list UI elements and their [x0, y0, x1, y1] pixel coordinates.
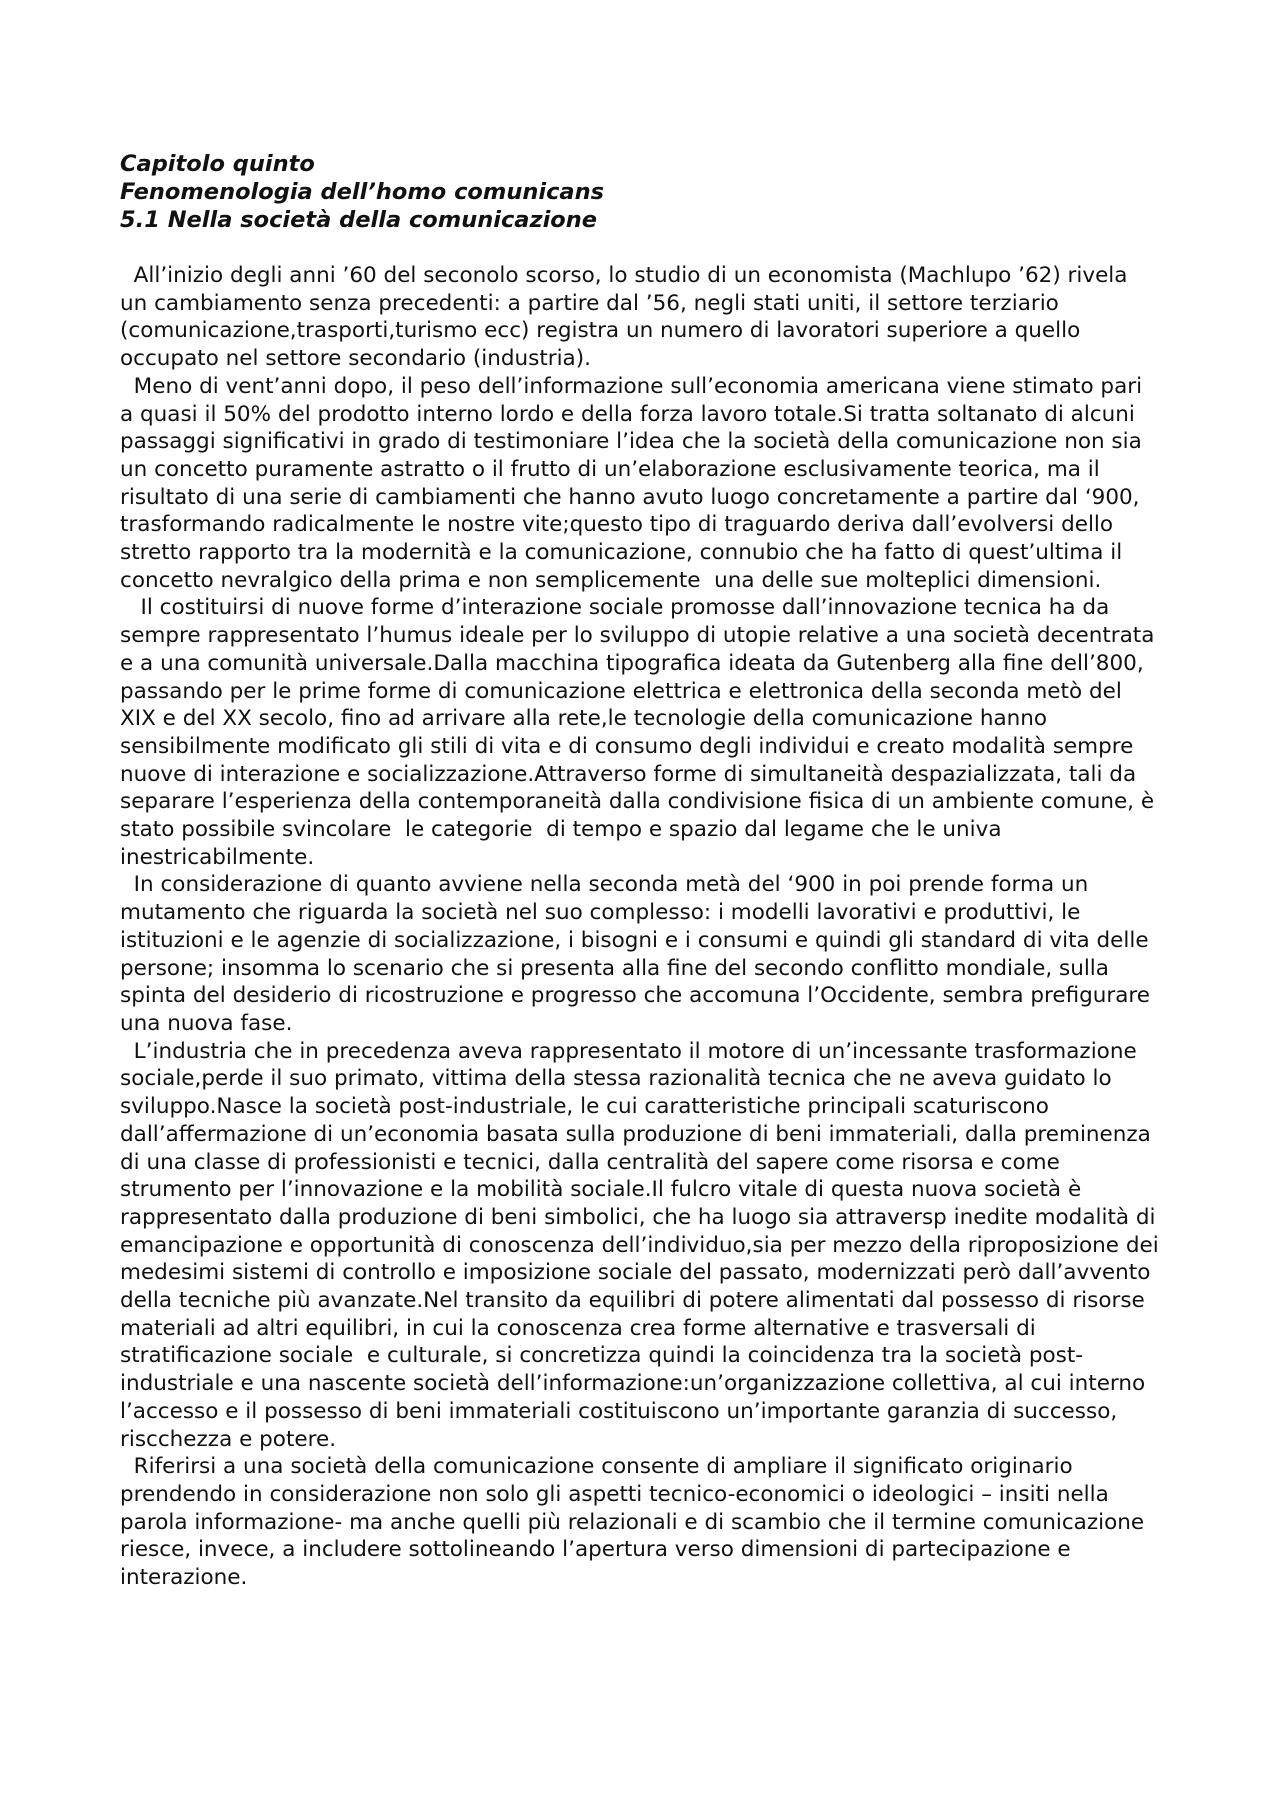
paragraph: Riferirsi a una società della comunicazione consente di ampliare il significato originario prendendo in considerazione non solo gli aspetti tecnico-economici o ideologici – insiti nella parola informazione- ma anche quelli più relazionali e di scambio che il termine comunicazione riesce, invece, a includere sottolineando l’apertura verso dimensioni di partecipazione e interazione. — [120, 1454, 1151, 1591]
chapter-title: Capitolo quinto — [120, 151, 315, 177]
section-title: 5.1 Nella società della comunicazione — [120, 207, 598, 233]
chapter-subtitle: Fenomenologia dell’homo comunicans — [120, 179, 605, 205]
paragraph: All’inizio degli anni ’60 del seconolo scorso, lo studio di un economista (Machlupo ’62) rivela un cambiamento senza precedenti: a partire dal ’56, negli stati uniti, il settore terziario (comunicazione,trasporti,turismo ecc) registra un numero di lavoratori superiore a quello occupato nel settore secondario (industria). — [120, 263, 1135, 372]
paragraph: L’industria che in precedenza aveva rappresentato il motore di un’incessante trasformazione sociale,perde il suo primato, vittima della stessa razionalità tecnica che ne aveva guidato lo sviluppo.Nasce la società post-industriale, le cui caratteristiche principali scaturiscono dall’affermazione di un’economia basata sulla produzione di beni immateriali, dalla preminenza di una classe di professionisti e tecnici, dalla centralità del sapere come risorsa e come strumento per l’innovazione e la mobilità sociale.Il fulcro vitale di questa nuova società è rappresentato dalla produzione di beni simbolici, che ha luogo sia attraversp inedite modalità di emancipazione e opportunità di conoscenza dell’individuo,sia per mezzo della riproposizione dei medesimi sistemi di controllo e imposizione sociale del passato, modernizzati però dall’avvento della tecniche più avanzate.Nel transito da equilibri di potere alimentati dal possesso di risorse materiali ad altri equilibri, in cui la conoscenza crea forme alternative e trasversali di stratificazione sociale e culturale, si concretizza quindi la coincidenza tra la società post-industriale e una nascente società dell’informazione:un’organizzazione collettiva, al cui interno l’accesso e il possesso di beni immateriali costituiscono un’importante garanzia di successo, riscchezza e potere. — [120, 1038, 1166, 1452]
paragraph: Il costituirsi di nuove forme d’interazione sociale promosse dall’innovazione tecnica ha da sempre rappresentato l’humus ideale per lo sviluppo di utopie relative a una società decentrata e a una comunità universale.Dalla macchina tipografica ideata da Gutenberg alla fine dell’800, passando per le prime forme di comunicazione elettrica e elettronica della seconda metò del XIX e del XX secolo, fino ad arrivare alla rete,le tecnologie della comunicazione hanno sensibilmente modificato gli stili di vita e di consumo degli individui e creato modalità sempre nuove di interazione e socializzazione.Attraverso forme di simultaneità despazializzata, tali da separare l’esperienza della contemporaneità dalla condivisione fisica di un ambiente comune, è stato possibile svincolare le categorie di tempo e spazio dal legame che le univa inestricabilmente. — [120, 595, 1162, 870]
paragraph: Meno di vent’anni dopo, il peso dell’informazione sull’economia americana viene stimato pari a quasi il 50% del prodotto interno lordo e della forza lavoro totale.Si tratta soltanato di alcuni passaggi significativi in grado di testimoniare l’idea che la società della comunicazione non sia un concetto puramente astratto o il frutto di un’elaborazione esclusivamente teorica, ma il risultato di una serie di cambiamenti che hanno avuto luogo concretamente a partire dal ‘900, trasformando radicalmente le nostre vite;questo tipo di traguardo deriva dall’evolversi dello stretto rapporto tra la modernità e la comunicazione, connubio che ha fatto di quest’ultima il concetto nevralgico della prima e non semplicemente una delle sue molteplici dimensioni. — [120, 373, 1149, 593]
chapter-heading-block — [120, 150, 1160, 234]
document-body — [120, 150, 1166, 1592]
paragraph: In considerazione di quanto avviene nella seconda metà del ‘900 in poi prende forma un mutamento che riguarda la società nel suo complesso: i modelli lavorativi e produttivi, le istituzioni e le agenzie di socializzazione, i bisogni e i consumi e quindi gli standard di vita delle persone; insomma lo scenario che si presenta alla fine del secondo conflitto mondiale, sulla spinta del desiderio di ricostruzione e progresso che accomuna l’Occidente, sembra prefigurare una nuova fase. — [120, 872, 1157, 1036]
